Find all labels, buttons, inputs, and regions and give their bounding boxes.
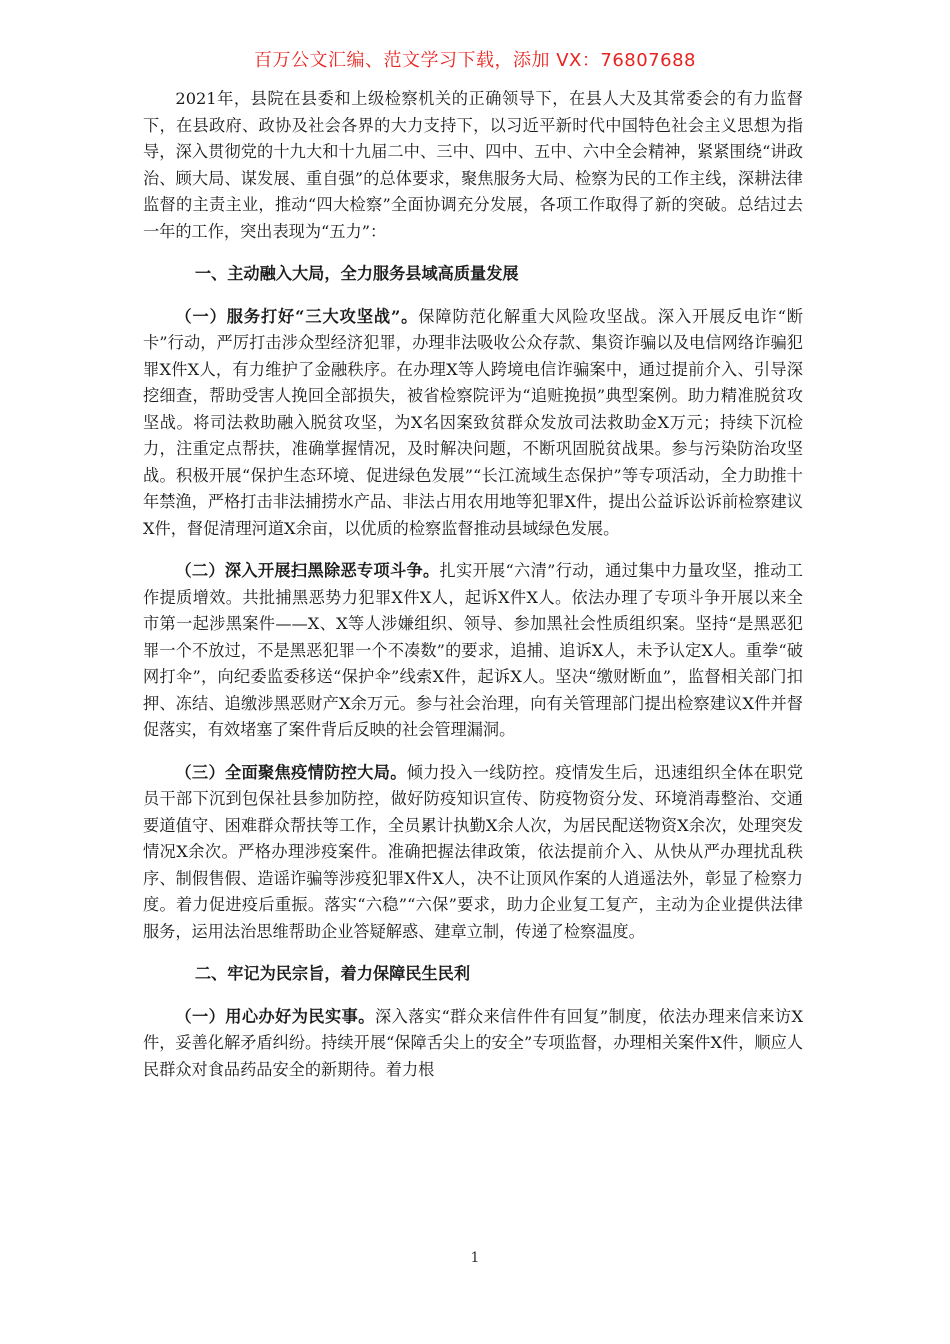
item-body-2: 扎实开展“六清”行动，通过集中力量攻坚，推动工作提质增效。共批捕黑恶势力犯罪X件X人，起诉X件X人。依法办理了专项斗争开展以来全市第一起涉黑案件——X、X等人涉嫌组织、领导、参加黑社会性质组织案。坚持“是黑恶犯罪一个不放过，不是黑恶犯罪一个不凑数”的要求，追捕、追诉X人，未予认定X人。重拳“破网打伞”，向纪委监委移送“保护伞”线索X件，起诉X人。坚决“缴财断血”，监督相关部门扣押、冻结、追缴涉黑恶财产X余万元。参与社会治理，向有关管理部门提出检察建议X件并督促落实，有效堵塞了案件背后反映的社会管理漏洞。 [143,561,803,739]
section-heading-2: 二、牢记为民宗旨，着力保障民生民利 [194,964,471,983]
document-body [143,86,803,1099]
item-title-4: （一）用心办好为民实事。 [175,1006,375,1026]
item-body-3: 倾力投入一线防控。疫情发生后，迅速组织全体在职党员干部下沉到包保社县参加防控，做好防疫知识宣传、防疫物资分发、环境消毒整治、交通要道值守、困难群众帮扶等工作，全员累计执勤X余人次，为居民配送物资X余次，处理突发情况X余次。严格办理涉疫案件。准确把握法律政策，依法提前介入、从快从严办理扰乱秩序、制假售假、造谣诈骗等涉疫犯罪X件X人，决不让顶风作案的人逍遥法外，彰显了检察力度。着力促进疫后重振。落实“六稳”“六保”要求，助力企业复工复产，主动为企业提供法律服务，运用法治思维帮助企业答疑解惑、建章立制，传递了检察温度。 [143,762,804,941]
intro-paragraph: 2021年，县院在县委和上级检察机关的正确领导下，在县人大及其常委会的有力监督下，在县政府、政协及社会各界的大力支持下，以习近平新时代中国特色社会主义思想为指导，深入贯彻党的十九大和十九届二中、三中、四中、五中、六中全会精神，紧紧围绕“讲政治、顾大局、谋发展、重自强”的总体要求，聚焦服务大局、检察为民的工作主线，深耕法律监督的主责主业，推动“四大检察”全面协调充分发展，各项工作取得了新的突破。总结过去一年的工作，突出表现为“五力”： [143,89,803,241]
paragraph-item-3 [143,760,803,946]
paragraph-item-4 [143,1004,803,1084]
page-number: 1 [470,1250,480,1266]
paragraph-item-2 [143,558,803,744]
item-title-3: （三）全面聚焦疫情防控大局。 [175,762,407,782]
item-title-2: （二）深入开展扫黑除恶专项斗争。 [175,561,440,580]
item-title-1: （一）服务打好“三大攻坚战”。 [175,306,419,326]
header-banner: 百万公文汇编、范文学习下载，添加 VX：76807688 [254,50,696,71]
section-heading-1: 一、主动融入大局，全力服务县域高质量发展 [194,264,519,283]
paragraph-item-1 [143,304,803,543]
item-body-4: 深入落实“群众来信件件有回复”制度，依法办理来信来访X件，妥善化解矛盾纠纷。持续开展“保障舌尖上的安全”专项监督，办理相关案件X件，顺应人民群众对食品药品安全的新期待。着力根 [143,1006,804,1079]
item-body-1: 保障防范化解重大风险攻坚战。深入开展反电诈“断卡”行动，严厉打击涉众型经济犯罪，办理非法吸收公众存款、集资诈骗以及电信网络诈骗犯罪X件X人，有力维护了金融秩序。在办理X等人跨境电信诈骗案中，通过提前介入、引导深挖细查，帮助受害人挽回全部损失，被省检察院评为“追赃挽损”典型案例。助力精准脱贫攻坚战。将司法救助融入脱贫攻坚，为X名因案致贫群众发放司法救助金X万元；持续下沉检力，注重定点帮扶，准确掌握情况，及时解决问题，不断巩固脱贫战果。参与污染防治攻坚战。积极开展“保护生态环境、促进绿色发展”“长江流域生态保护”等专项活动，全力助推十年禁渔，严格打击非法捕捞水产品、非法占用农用地等犯罪X件，提出公益诉讼诉前检察建议X件，督促清理河道X余亩，以优质的检察监督推动县域绿色发展。 [143,306,803,538]
